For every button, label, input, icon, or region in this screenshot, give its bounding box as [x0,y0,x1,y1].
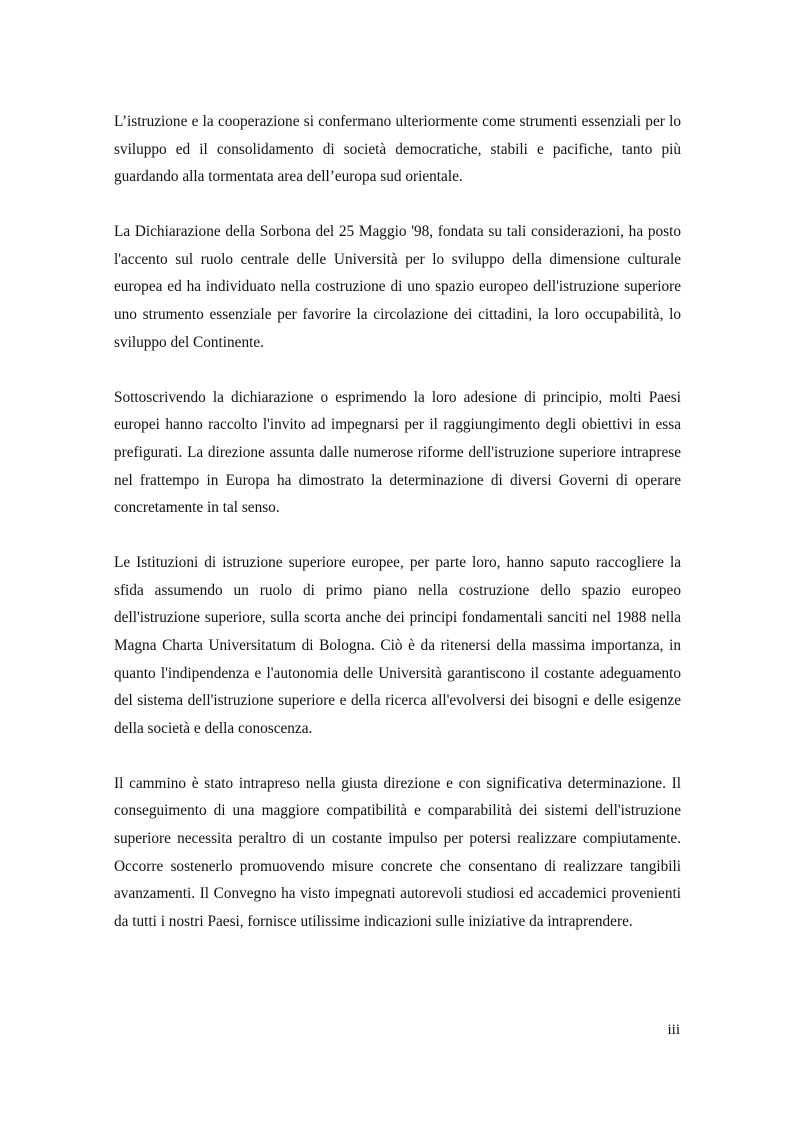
paragraph-3: Sottoscrivendo la dichiarazione o esprimendo la loro adesione di principio, molti Paesi europei hanno raccolto l'invito ad impegnarsi per il raggiungimento degli obiettivi in essa prefigurati. La direzione assunta dalle numerose riforme dell'istruzione superiore intraprese nel frattempo in Europa ha dimostrato la determinazione di diversi Governi di operare concretamente in tal senso. [114,388,681,517]
paragraph-2: La Dichiarazione della Sorbona del 25 Maggio '98, fondata su tali considerazioni, ha posto l'accento sul ruolo centrale delle Università per lo sviluppo della dimensione culturale europea ed ha individuato nella costruzione di uno spazio europeo dell'istruzione superiore uno strumento essenziale per favorire la circolazione dei cittadini, la loro occupabilità, lo sviluppo del Continente. [114,223,681,351]
paragraph-1: L’istruzione e la cooperazione si confermano ulteriormente come strumenti essenziali per lo sviluppo ed il consolidamento di società democratiche, stabili e pacifiche, tanto più guardando alla tormentata area dell’europa sud orientale. [114,113,681,186]
body-text [114,108,681,963]
paragraph-4: Le Istituzioni di istruzione superiore europee, per parte loro, hanno saputo raccogliere la sfida assumendo un ruolo di primo piano nella costruzione dello spazio europeo dell'istruzione superiore, sulla scorta anche dei principi fondamentali sanciti nel 1988 nella Magna Charta Universitatum di Bologna. Ciò è da ritenersi della massima importanza, in quanto l'indipendenza e l'autonomia delle Università garantiscono il costante adeguamento del sistema dell'istruzione superiore e della ricerca all'evolversi dei bisogni e delle esigenze della società e della conoscenza. [114,554,681,737]
paragraph-5: Il cammino è stato intrapreso nella giusta direzione e con significativa determinazione. Il conseguimento di una maggiore compatibilità e comparabilità dei sistemi dell'istruzione superiore necessita peraltro di un costante impulso per potersi realizzare compiutamente. Occorre sostenerlo promuovendo misure concrete che consentano di realizzare tangibili avanzamenti. Il Convegno ha visto impegnati autorevoli studiosi ed accademici provenienti da tutti i nostri Paesi, fornisce utilissime indicazioni sulle iniziative da intraprendere. [114,774,681,930]
page-number: iii [667,1022,680,1038]
